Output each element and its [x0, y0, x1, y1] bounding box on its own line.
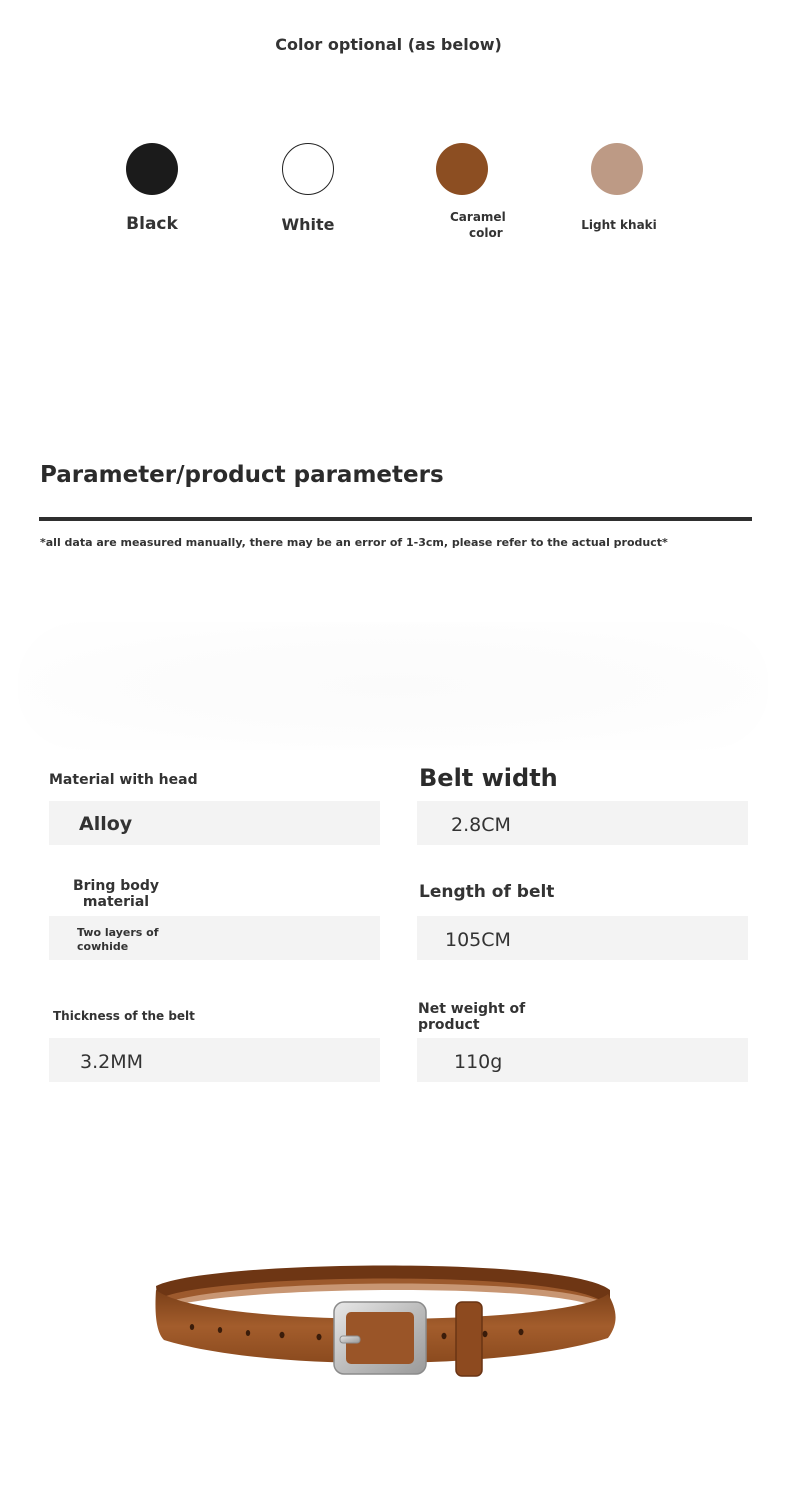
swatch-white[interactable]	[282, 143, 334, 195]
caramel-label-line-1: Caramel	[450, 210, 506, 224]
body-material-field	[49, 916, 380, 960]
head-material-label: Material with head	[49, 772, 198, 788]
body-material-label	[66, 878, 166, 910]
net-weight-label-line-1: Net weight of	[418, 1001, 526, 1017]
net-weight-value: 110g	[454, 1051, 503, 1073]
head-material-field	[49, 801, 380, 845]
belt-length-label: Length of belt	[419, 882, 555, 902]
belt-width-label: Belt width	[419, 764, 558, 792]
body-material-label-line-2: material	[82, 894, 150, 910]
body-material-value	[77, 926, 158, 954]
net-weight-field	[417, 1038, 748, 1082]
caramel-label-line-2: color	[469, 226, 503, 240]
belt-length-field	[417, 916, 748, 960]
faded-banner	[18, 622, 768, 750]
swatch-label-caramel	[440, 209, 510, 241]
thickness-label: Thickness of the belt	[53, 1009, 195, 1023]
belt-product-image	[148, 1250, 628, 1390]
net-weight-label-line-2: product	[418, 1017, 480, 1033]
net-weight-label	[418, 1001, 525, 1033]
head-material-value: Alloy	[79, 813, 133, 835]
section-divider	[39, 517, 752, 521]
swatch-label-black: Black	[126, 214, 178, 234]
color-section-title: Color optional (as below)	[275, 35, 502, 54]
swatch-caramel[interactable]	[436, 143, 488, 195]
measurement-note: *all data are measured manually, there may be an error of 1-3cm, please refer to the actual product*	[40, 536, 668, 549]
swatch-light-khaki[interactable]	[591, 143, 643, 195]
belt-length-value: 105CM	[445, 929, 511, 951]
swatch-black[interactable]	[126, 143, 178, 195]
body-material-value-line-1: Two layers of	[77, 926, 159, 939]
thickness-value: 3.2MM	[80, 1051, 144, 1073]
belt-width-field	[417, 801, 748, 845]
belt-keeper-loop	[456, 1302, 482, 1376]
body-material-value-line-2: cowhide	[77, 940, 129, 953]
belt-buckle-prong	[340, 1336, 360, 1343]
swatch-label-light-khaki: Light khaki	[581, 218, 657, 232]
belt-width-value: 2.8CM	[451, 814, 511, 836]
thickness-field	[49, 1038, 380, 1082]
swatch-label-white: White	[281, 215, 335, 234]
body-material-label-line-1: Bring body	[72, 878, 160, 894]
belt-illustration	[148, 1250, 628, 1390]
parameters-title: Parameter/product parameters	[40, 462, 444, 488]
